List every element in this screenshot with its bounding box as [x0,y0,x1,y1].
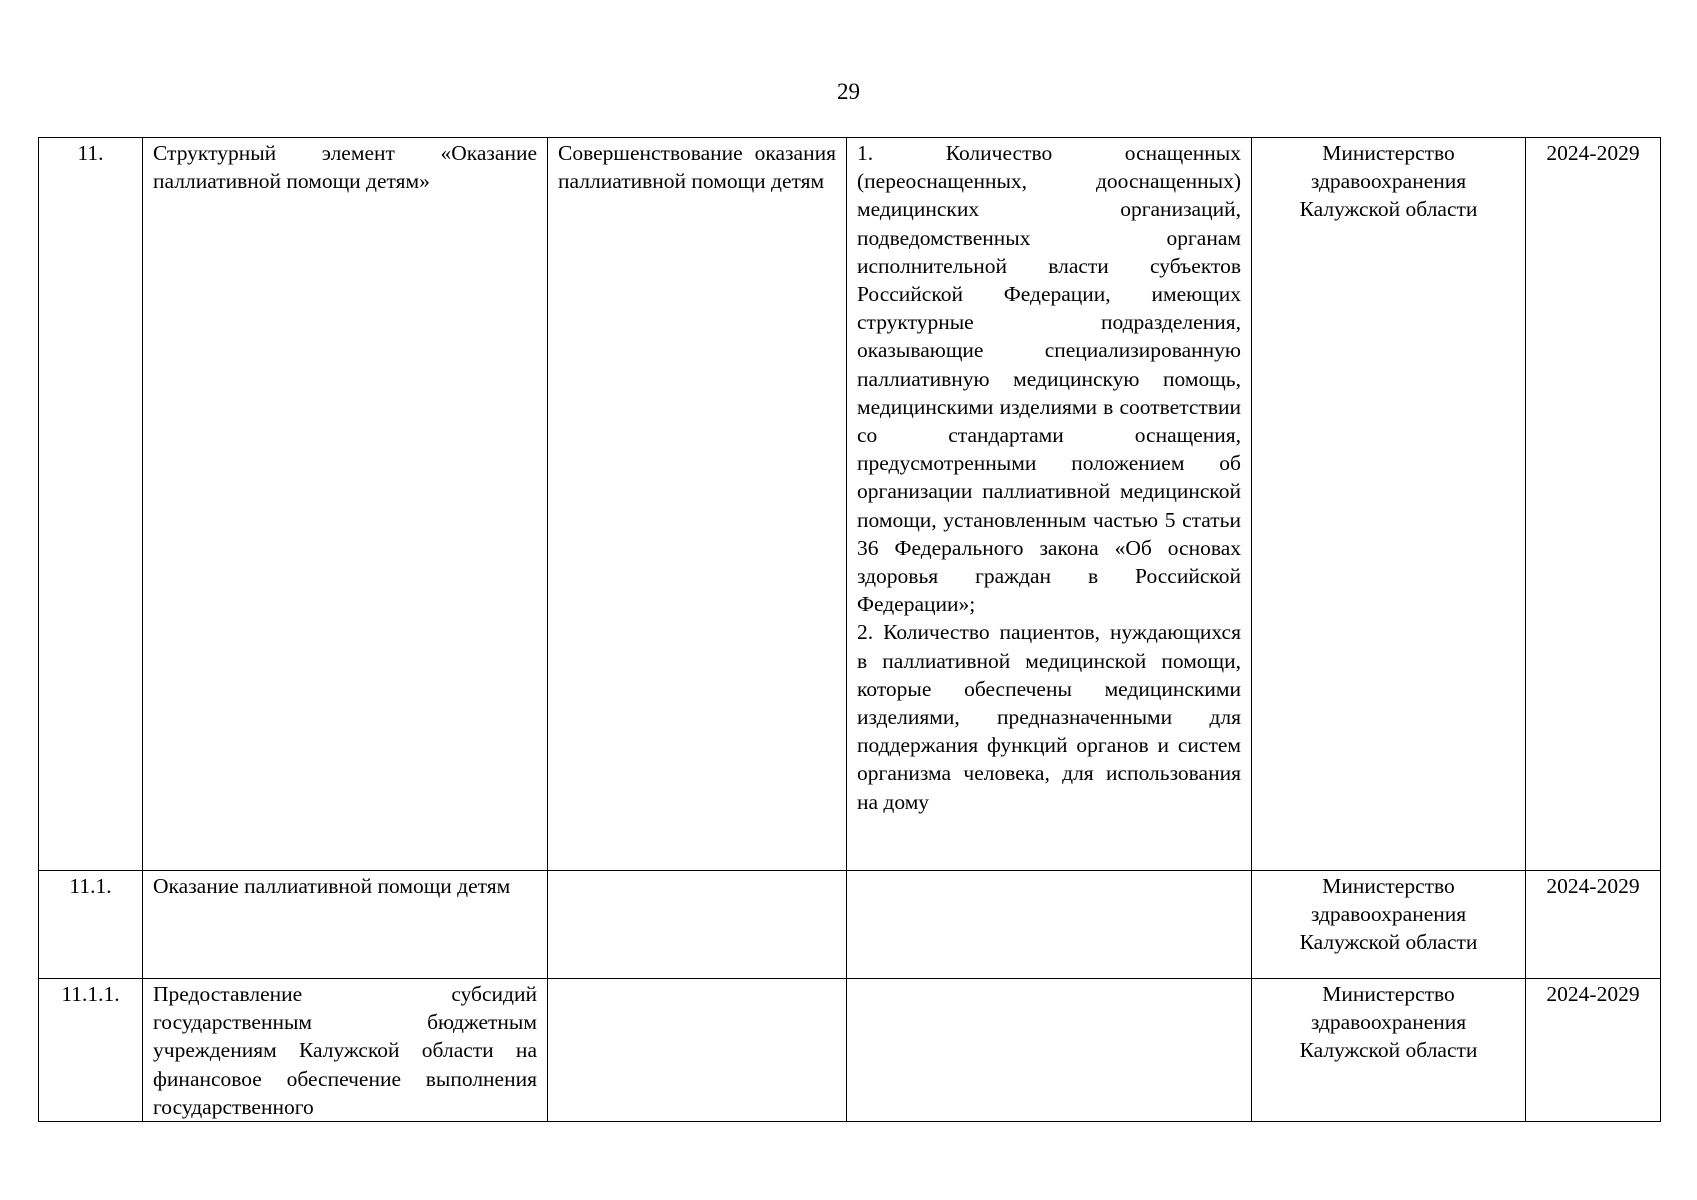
row-number: 11.1.1. [39,979,143,1122]
indicator-item: 1. Количество оснащенных (переоснащенных, дооснащенных) медицинских организаций, подведомственных органам исполнительной власти субъектов Российской Федерации, имеющих структурные подразделения, оказывающие специализированную паллиативную медицинскую помощь, медицинскими изделиями в соответствии со стандартами оснащения, предусмотренными положением об организации паллиативной медицинской помощи, установленным частью 5 статьи 36 Федерального закона «Об основах здоровья граждан в Российской Федерации»; [857,141,1241,617]
implementation-period: 2024-2029 [1526,871,1661,979]
row-number: 11.1. [39,871,143,979]
program-table [38,137,1661,1122]
responsible-executor: Министерство здравоохранения Калужской области [1252,979,1526,1122]
element-name: Оказание паллиативной помощи детям [143,871,548,979]
indicators-cell [847,138,1252,871]
table-row [39,979,1661,1122]
implementation-period: 2024-2029 [1526,138,1661,871]
element-name: Структурный элемент «Оказание паллиативной помощи детям» [143,138,548,871]
task-text [548,979,847,1122]
table-row [39,871,1661,979]
page-number: 29 [837,79,860,104]
element-name: Предоставление субсидий государственным бюджетным учреждениям Калужской области на финансовое обеспечение выполнения государственного [143,979,548,1122]
table-row [39,138,1661,871]
indicator-item: 2. Количество пациентов, нуждающихся в паллиативной медицинской помощи, которые обеспечены медицинскими изделиями, предназначенными для поддержания функций органов и систем организма человека, для использования на дому [857,620,1241,814]
responsible-executor: Министерство здравоохранения Калужской области [1252,138,1526,871]
task-text: Совершенствование оказания паллиативной помощи детям [548,138,847,871]
indicators-cell [847,871,1252,979]
indicators-cell [847,979,1252,1122]
task-text [548,871,847,979]
responsible-executor: Министерство здравоохранения Калужской области [1252,871,1526,979]
implementation-period: 2024-2029 [1526,979,1661,1122]
row-number: 11. [39,138,143,871]
